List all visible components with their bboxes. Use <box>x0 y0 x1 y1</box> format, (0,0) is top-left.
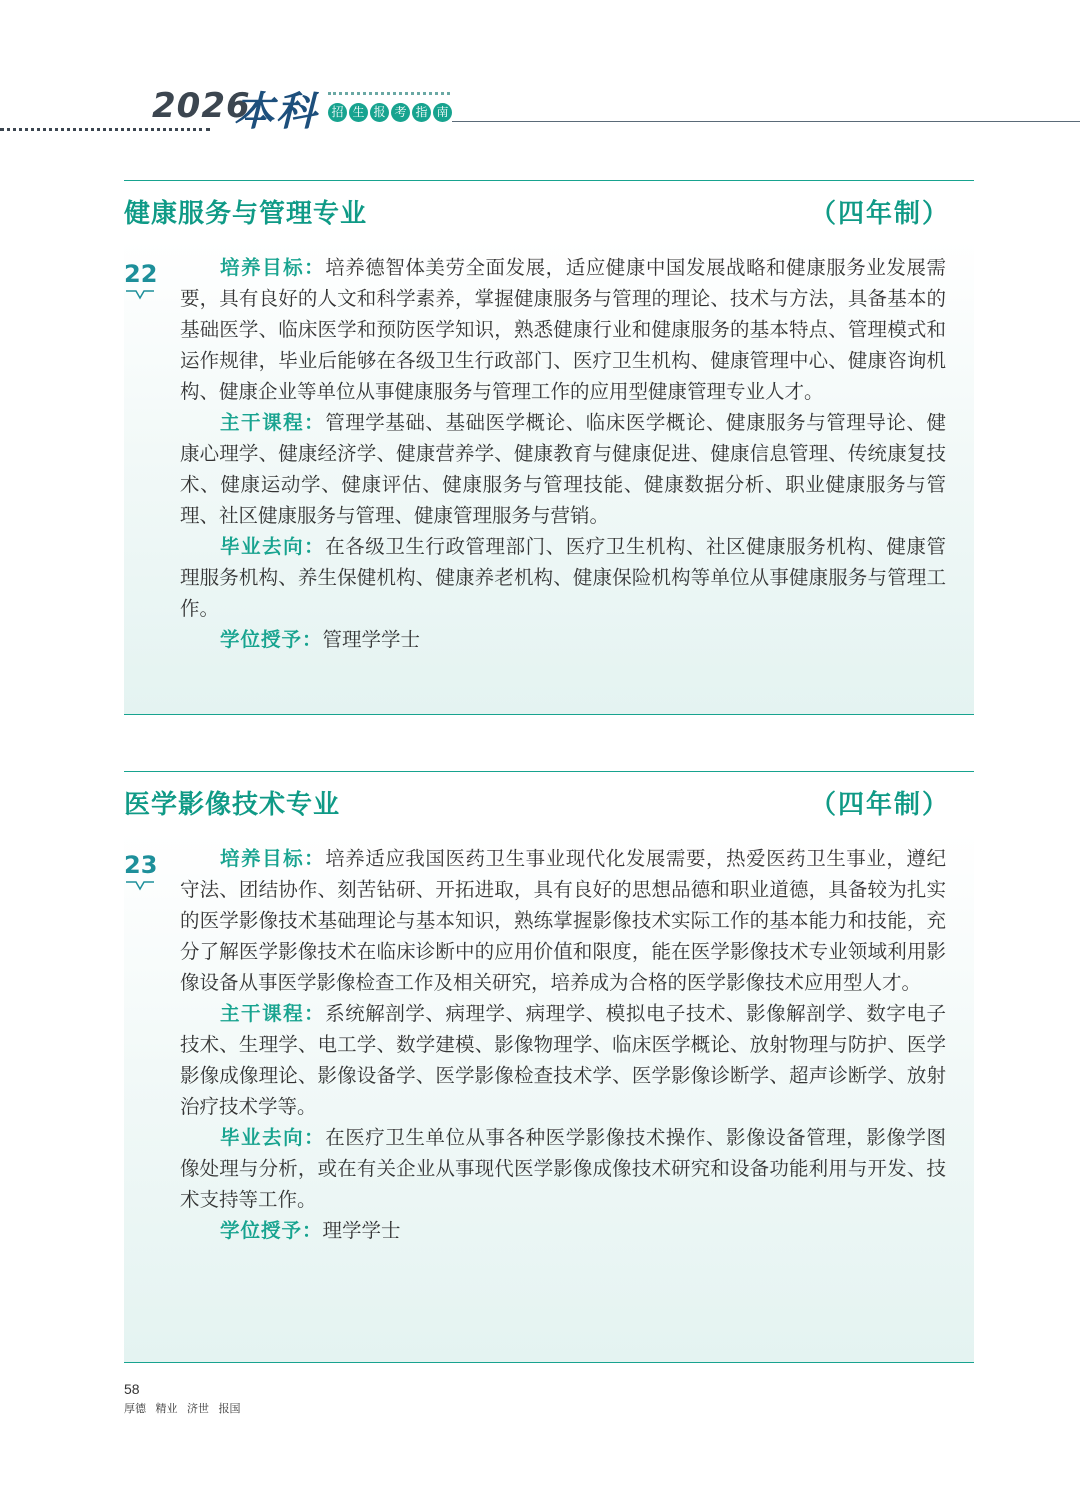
header-rule <box>452 121 1080 122</box>
paragraph-label: 毕业去向： <box>220 535 326 558</box>
paragraph-text: 管理学学士 <box>322 628 421 651</box>
footer-motto: 厚德 精业 济世 报国 <box>124 1402 241 1415</box>
paragraph-main-courses <box>180 998 946 1122</box>
paragraph-label: 主干课程： <box>220 1002 326 1025</box>
chevron-down-icon <box>126 290 154 300</box>
section-body <box>180 843 946 1246</box>
paragraph-degree <box>180 624 946 655</box>
section-top-rule <box>124 180 974 181</box>
section-duration: （四年制） <box>809 790 950 820</box>
header-badge: 招 <box>328 103 347 122</box>
section-content-box <box>124 831 974 1363</box>
chevron-down-icon <box>126 881 154 891</box>
header-year: 2026 <box>152 86 251 126</box>
paragraph-text: 系统解剖学、病理学、病理学、模拟电子技术、影像解剖学、数字电子技术、生理学、电工学、数学建模、影像物理学、临床医学概论、放射物理与防护、医学影像成像理论、影像设备学、医学影像检查技术学、医学影像诊断学、超声诊断学、放射治疗技术学等。 <box>180 1002 946 1118</box>
section-duration: （四年制） <box>809 199 950 229</box>
section-number: 23 <box>124 851 158 879</box>
paragraph-training-goal <box>180 843 946 998</box>
paragraph-main-courses <box>180 407 946 531</box>
header-badge: 指 <box>412 103 431 122</box>
paragraph-label: 培养目标： <box>220 847 326 870</box>
paragraph-degree <box>180 1215 946 1246</box>
paragraph-label: 学位授予： <box>220 628 323 651</box>
header-dotted-rule <box>328 92 450 95</box>
section-number: 22 <box>124 260 158 288</box>
header-badge: 南 <box>433 103 452 122</box>
header-badge: 报 <box>370 103 389 122</box>
page-header <box>0 0 1080 140</box>
paragraph-label: 学位授予： <box>220 1219 323 1242</box>
paragraph-text: 培养适应我国医药卫生事业现代化发展需要，热爱医药卫生事业，遵纪守法、团结协作、刻苦钻研、开拓进取，具有良好的思想品德和职业道德，具备较为扎实的医学影像技术基础理论与基本知识，熟练掌握影像技术实际工作的基本能力和技能，充分了解医学影像技术在临床诊断中的应用价值和限度，能在医学影像技术专业领域利用影像设备从事医学影像检查工作及相关研究，培养成为合格的医学影像技术应用型人才。 <box>180 847 946 994</box>
paragraph-text: 理学学士 <box>322 1219 401 1242</box>
paragraph-career-path <box>180 1122 946 1215</box>
paragraph-text: 在医疗卫生单位从事各种医学影像技术操作、影像设备管理，影像学图像处理与分析，或在有关企业从事现代医学影像成像技术研究和设备功能利用与开发、技术支持等工作。 <box>180 1126 946 1211</box>
section-title: 健康服务与管理专业 <box>124 199 368 229</box>
paragraph-label: 培养目标： <box>220 256 326 279</box>
section-content-box <box>124 240 974 715</box>
paragraph-career-path <box>180 531 946 624</box>
header-subtitle-badges <box>328 103 452 122</box>
section-title: 医学影像技术专业 <box>124 790 341 820</box>
section-top-rule <box>124 771 974 772</box>
paragraph-label: 主干课程： <box>220 411 326 434</box>
page-number: 58 <box>124 1381 140 1397</box>
header-dotted-rule-left <box>0 128 210 131</box>
paragraph-text: 管理学基础、基础医学概论、临床医学概论、健康服务与管理导论、健康心理学、健康经济学、健康营养学、健康教育与健康促进、健康信息管理、传统康复技术、健康运动学、健康评估、健康服务与管理技能、健康数据分析、职业健康服务与管理、社区健康服务与管理、健康管理服务与营销。 <box>180 411 946 527</box>
header-badge: 考 <box>391 103 410 122</box>
paragraph-training-goal <box>180 252 946 407</box>
header-title: 本科 <box>234 89 318 135</box>
paragraph-text: 在各级卫生行政管理部门、医疗卫生机构、社区健康服务机构、健康管理服务机构、养生保健机构、健康养老机构、健康保险机构等单位从事健康服务与管理工作。 <box>180 535 946 620</box>
section-body <box>180 252 946 655</box>
paragraph-label: 毕业去向： <box>220 1126 326 1149</box>
paragraph-text: 培养德智体美劳全面发展，适应健康中国发展战略和健康服务业发展需要，具有良好的人文和科学素养，掌握健康服务与管理的理论、技术与方法，具备基本的基础医学、临床医学和预防医学知识，熟悉健康行业和健康服务的基本特点、管理模式和运作规律，毕业后能够在各级卫生行政部门、医疗卫生机构、健康管理中心、健康咨询机构、健康企业等单位从事健康服务与管理工作的应用型健康管理专业人才。 <box>180 256 946 403</box>
header-badge: 生 <box>349 103 368 122</box>
